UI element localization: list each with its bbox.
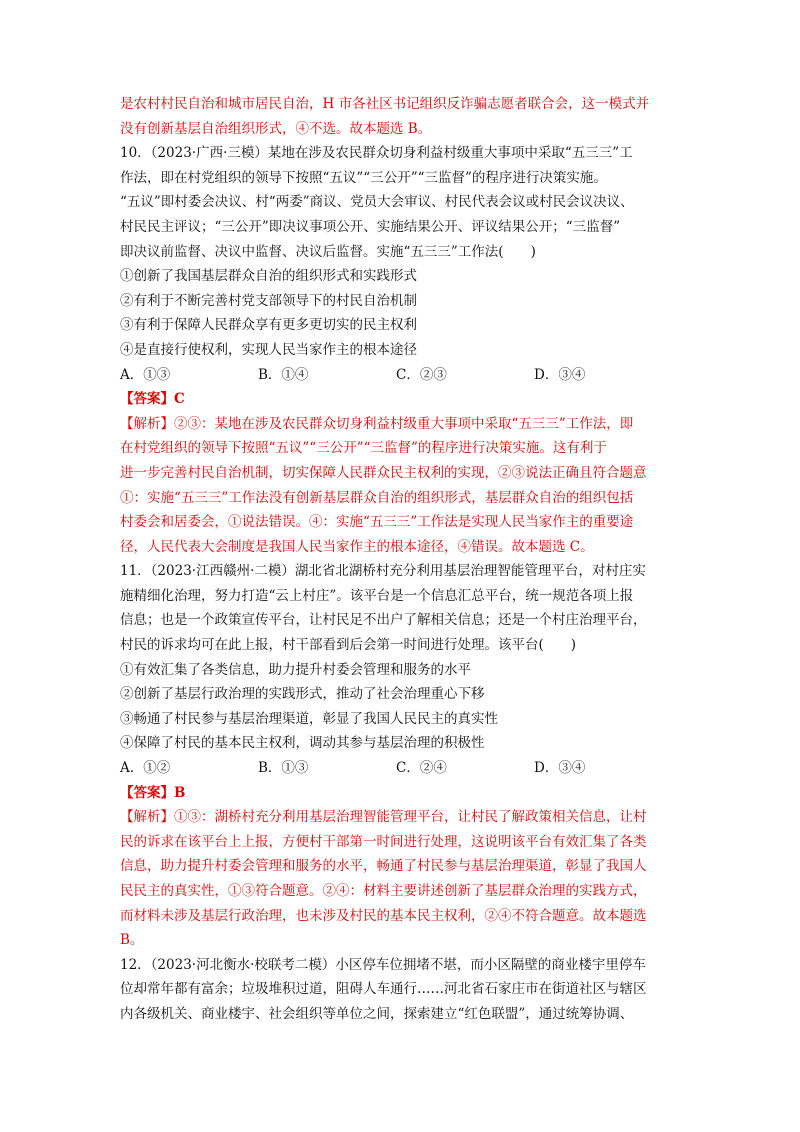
question-stem-line: 信息；也是一个政策宣传平台，让村民足不出户了解相关信息；还是一个村庄治理平台，: [120, 612, 647, 629]
statement-3: ③畅通了村民参与基层治理渠道，彰显了我国人民民主的真实性: [120, 710, 498, 727]
question-10: [120, 141, 680, 559]
question-stem-line: 村民的诉求均可在此上报，村干部看到后会第一时间进行处理。该平台( ): [120, 637, 577, 654]
question-stem-line: 施精细化治理，努力打造“云上村庄”。该平台是一个信息汇总平台，统一规范各项上报: [120, 587, 634, 604]
text-line: 没有创新基层自治组织形式，④不选。故本题选 B。: [120, 120, 432, 137]
statement-2: ②有利于不断完善村党支部领导下的村民自治机制: [120, 292, 417, 309]
analysis-line: 民民主的真实性，①③符合题意。②④：材料主要讲述创新了基层群众治理的实践方式，: [120, 883, 647, 899]
option-d: D．③④: [534, 760, 586, 777]
analysis-line: 【解析】②③：某地在涉及农民群众切身利益村级重大事项中采取“五三三”工作法，即: [120, 415, 634, 432]
analysis-line: 而材料未涉及基层行政治理，也未涉及村民的基本民主权利，②④不符合题意。故本题选: [120, 907, 647, 924]
option-c: C．②④: [396, 760, 447, 777]
statement-1: ①创新了我国基层群众自治的组织形式和实践形式: [120, 268, 417, 285]
analysis-line: 民的诉求在该平台上上报，方便村干部第一时间进行处理，这说明该平台有效汇集了各类: [120, 833, 647, 850]
analysis-line: 【解析】①③：湖桥村充分利用基层治理智能管理平台，让村民了解政策相关信息，让村: [120, 809, 647, 826]
statement-4: ④是直接行使权利，实现人民当家作主的根本途径: [120, 341, 417, 358]
answer-options: [120, 756, 680, 781]
analysis-line: 在村党组织的领导下按照“五议”“三公开”“三监督”的程序进行决策实施。这有利于: [120, 440, 607, 457]
option-b: B．①③: [258, 760, 309, 777]
question-stem-line: “五议”即村委会决议、村“两委”商议、党员大会审议、村民代表会议或村民会议决议、: [120, 194, 634, 211]
analysis-line: 径，人民代表大会制度是我国人民当家作主的根本途径，④错误。故本题选 C。: [120, 538, 594, 555]
question-stem-line: 作法，即在村党组织的领导下按照“五议”“三公开”“三监督”的程序进行决策实施。: [120, 169, 607, 186]
option-b: B．①④: [258, 366, 309, 383]
question-stem-line: 位却常年都有富余；垃圾堆积过道，阻碍人车通行……河北省石家庄市在街道社区与辖区: [120, 981, 647, 998]
text-line: 是农村村民自治和城市居民自治，H 市各社区书记组织反诈骗志愿者联合会，这一模式并: [120, 96, 650, 112]
analysis: [120, 412, 680, 560]
document-page: [120, 92, 680, 1027]
answer-label: 【答案】B: [120, 784, 186, 801]
question-stem-line: 12．（2023·河北衡水·校联考二模）小区停车位拥堵不堪，而小区隔壁的商业楼宇里停车: [120, 956, 646, 973]
statement-2: ②创新了基层行政治理的实践形式，推动了社会治理重心下移: [120, 686, 485, 703]
analysis: [120, 805, 680, 953]
analysis-line: 村委会和居委会，①说法错误。④：实施“五三三”工作法是实现人民当家作主的重要途: [120, 514, 634, 531]
previous-explanation-tail: [120, 92, 680, 141]
analysis-line: 进一步完善村民自治机制，切实保障人民群众民主权利的实现，②③说法正确且符合题意: [120, 464, 647, 481]
analysis-line: 信息，助力提升村委会管理和服务的水平，畅通了村民参与基层治理渠道，彰显了我国人: [120, 858, 647, 875]
question-stem-line: 10．（2023·广西·三模）某地在涉及农民群众切身利益村级重大事项中采取“五三三”工: [120, 145, 633, 162]
answer-label: 【答案】C: [120, 391, 185, 408]
question-11: [120, 559, 680, 953]
analysis-line: B。: [120, 932, 144, 949]
answer-options: [120, 363, 680, 388]
statement-4: ④保障了村民的基本民主权利，调动其参与基层治理的积极性: [120, 735, 485, 752]
statement-1: ①有效汇集了各类信息，助力提升村委会管理和服务的水平: [120, 661, 471, 678]
option-a: A．①②: [120, 760, 171, 777]
analysis-line: ①：实施“五三三”工作法没有创新基层群众自治的组织形式，基层群众自治的组织包括: [120, 489, 634, 506]
question-stem-line: 11．（2023·江西赣州·二模）湖北省北湖桥村充分利用基层治理智能管理平台，对村庄实: [120, 563, 646, 580]
question-stem-line: 村民民主评议；“三公开”即决议事项公开、实施结果公开、评议结果公开；“三监督”: [120, 218, 621, 235]
option-a: A．①③: [120, 366, 171, 383]
option-c: C．②③: [396, 366, 447, 383]
statement-3: ③有利于保障人民群众享有更多更切实的民主权利: [120, 317, 417, 334]
question-stem-line: 内各级机关、商业楼宇、社会组织等单位之间，探索建立“红色联盟”，通过统筹协调、: [120, 1005, 634, 1022]
question-stem-line: 即决议前监督、决议中监督、决议后监督。实施“五三三”工作法( ): [120, 243, 536, 260]
option-d: D．③④: [534, 366, 586, 383]
question-12: [120, 953, 680, 1027]
